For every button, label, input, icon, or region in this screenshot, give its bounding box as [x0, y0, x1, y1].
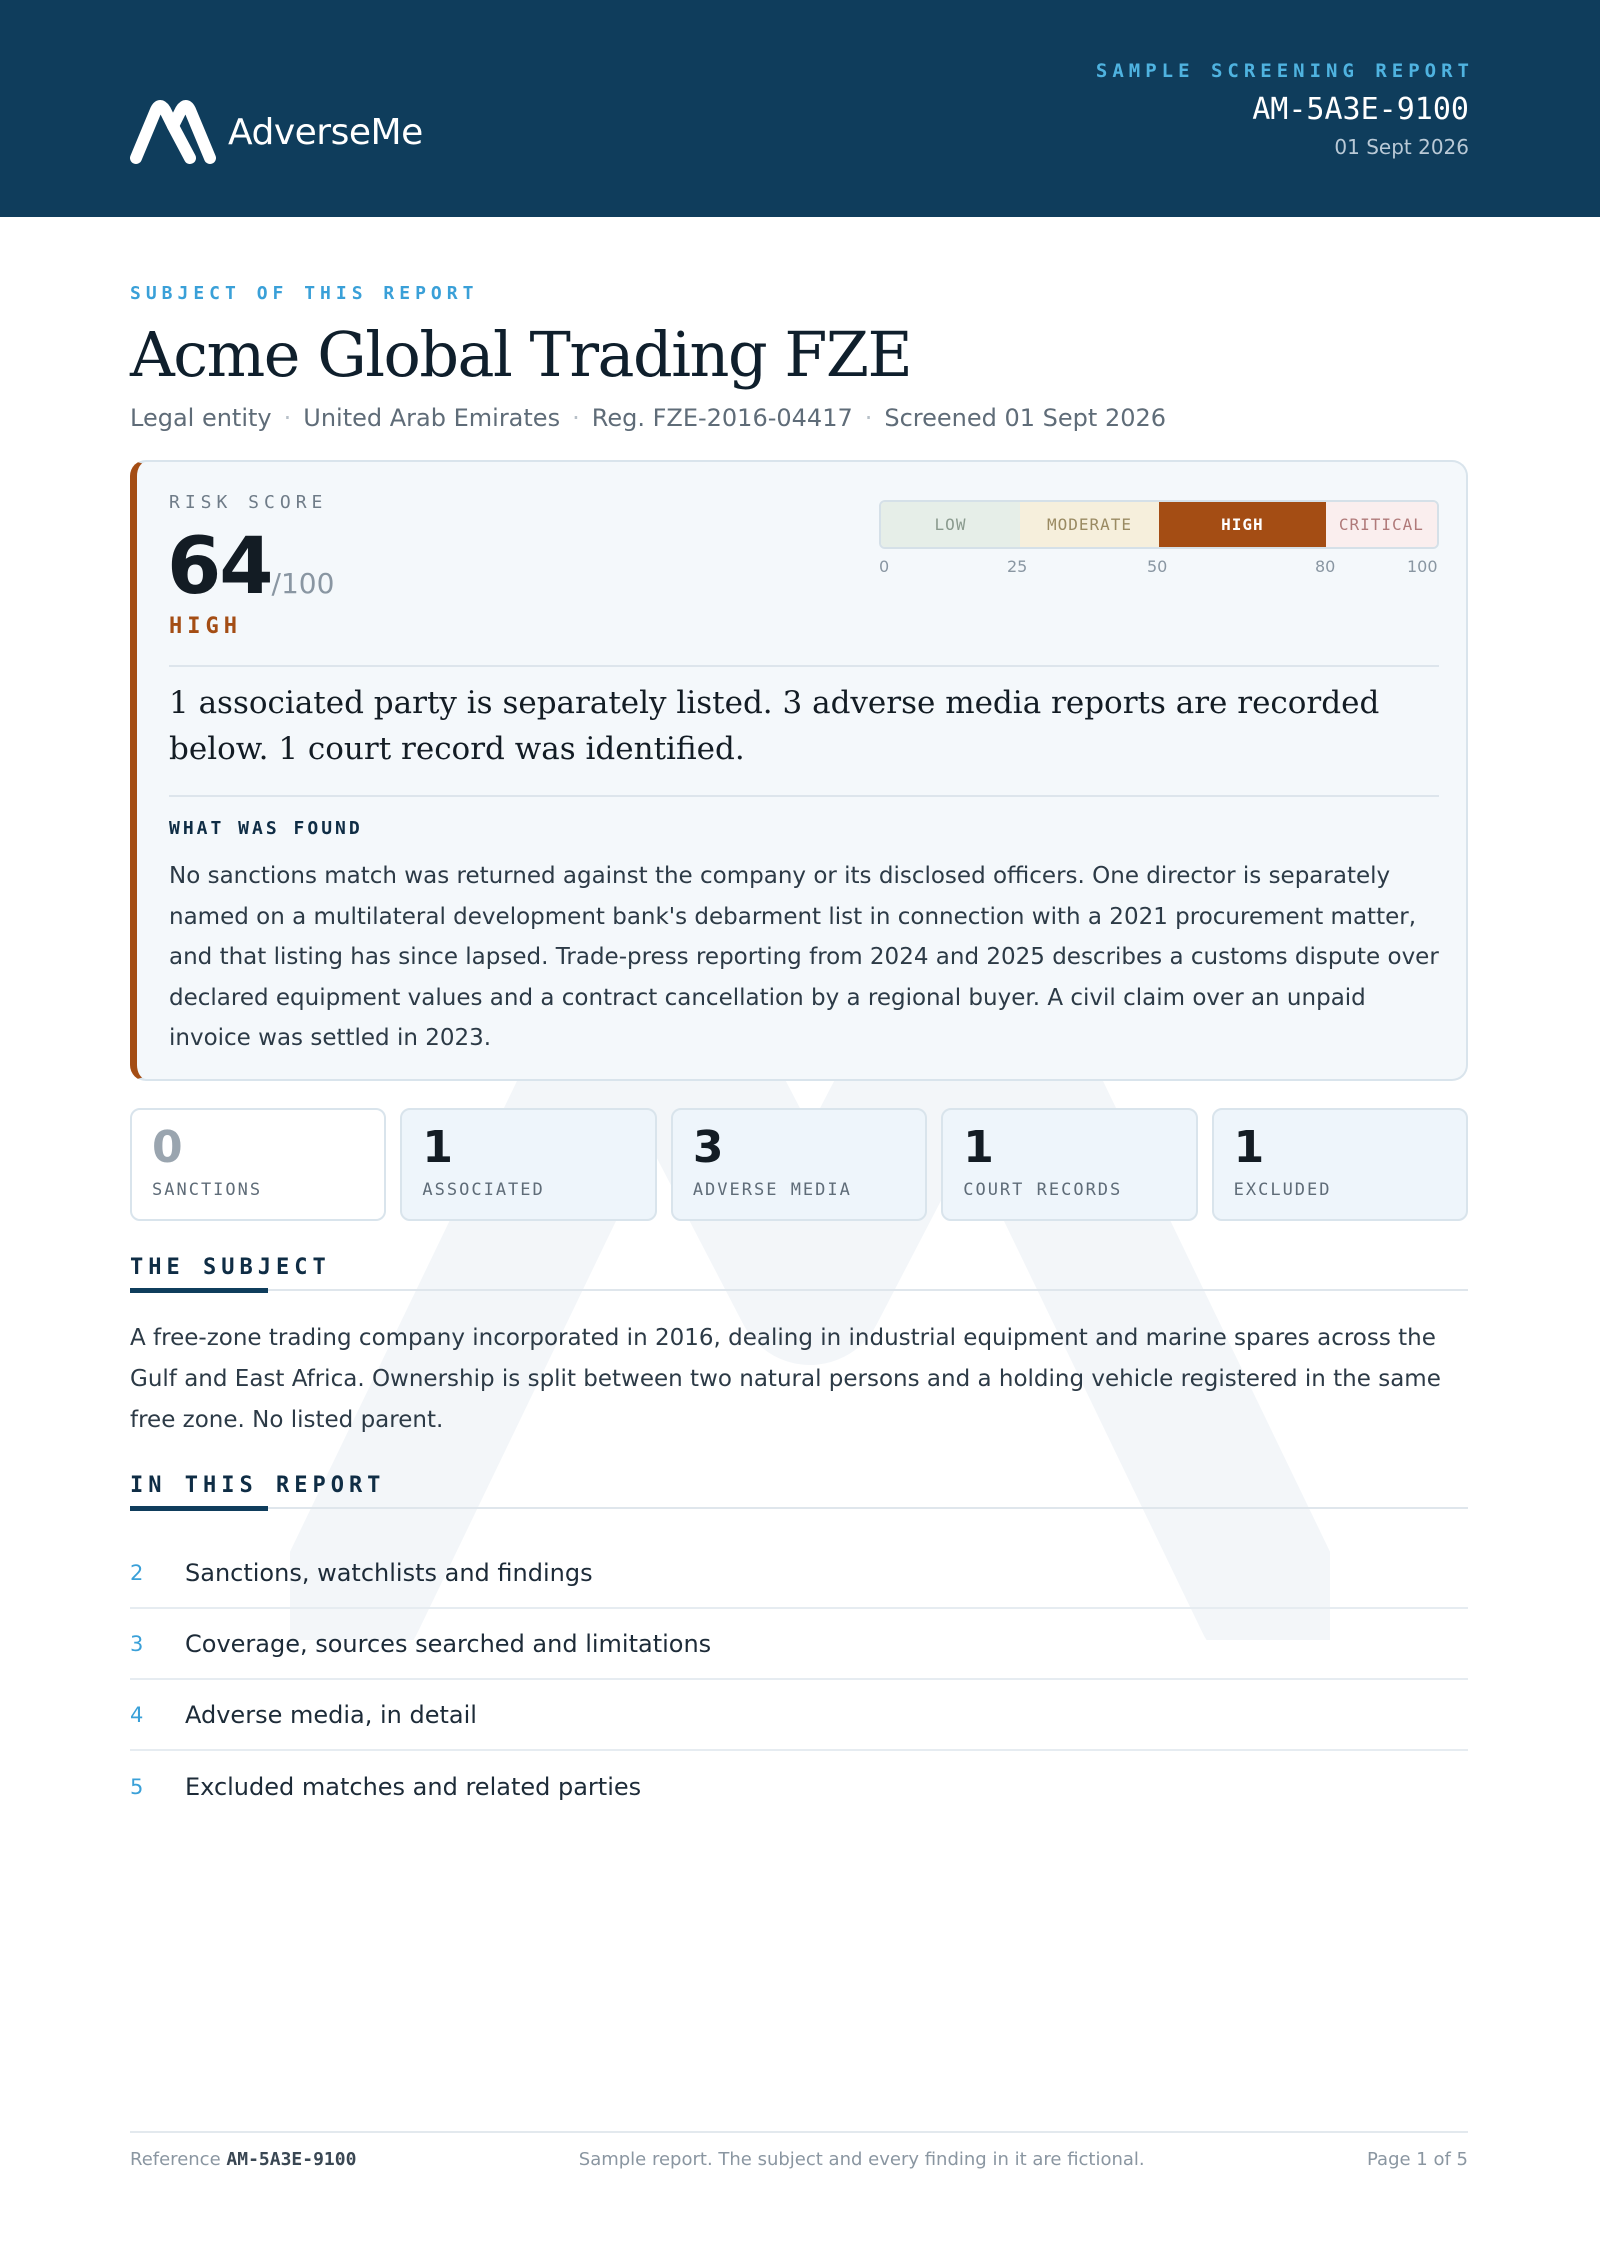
section-title: THE SUBJECT — [130, 1255, 331, 1280]
toc-page-number: 2 — [130, 1560, 144, 1585]
stat-value: 3 — [692, 1122, 724, 1173]
footer-page-number: Page 1 of 5 — [1367, 2149, 1468, 2170]
risk-scale — [879, 500, 1439, 581]
stat-value: 1 — [1233, 1122, 1265, 1173]
adverseme-logo-icon — [128, 98, 218, 166]
footer-note: Sample report. The subject and every finding in it are fictional. — [578, 2149, 1145, 2170]
toc-label: Excluded matches and related parties — [185, 1772, 642, 1801]
toc-page-number: 4 — [130, 1702, 144, 1727]
subject-name: Acme Global Trading FZE — [130, 318, 912, 391]
page-footer — [130, 2131, 1468, 2170]
stat-label: COURT RECORDS — [963, 1180, 1123, 1200]
risk-scale-bar — [879, 500, 1439, 549]
risk-score-label: RISK SCORE — [169, 492, 328, 513]
risk-level: HIGH — [169, 614, 242, 639]
the-subject-text: A free-zone trading company incorporated in 2016, dealing in industrial equipment and marine spares across the Gulf and East Africa. Ownership is split between two natural persons and a holding vehicle registered in the same free zone. No listed parent. — [130, 1325, 1441, 1433]
stat-value: 1 — [422, 1122, 454, 1173]
section-underline — [130, 1288, 268, 1293]
toc-item[interactable] — [130, 1609, 1468, 1680]
what-was-found-label: WHAT WAS FOUND — [169, 818, 363, 839]
stat-label: EXCLUDED — [1233, 1180, 1332, 1200]
scale-tick: 50 — [1147, 557, 1168, 576]
scale-segment-low: LOW — [881, 502, 1020, 547]
report-date: 01 Sept 2026 — [1334, 135, 1469, 159]
stat-excluded — [1212, 1108, 1468, 1221]
scale-tick: 80 — [1315, 557, 1336, 576]
the-subject-heading — [130, 1255, 1468, 1291]
scale-segment-moderate: MODERATE — [1020, 502, 1159, 547]
meta-screened-date: Screened 01 Sept 2026 — [884, 404, 1167, 432]
stat-value: 0 — [152, 1122, 183, 1173]
stat-associated — [400, 1108, 656, 1221]
report-kicker: SAMPLE SCREENING REPORT — [1095, 60, 1474, 82]
report-reference: AM-5A3E-9100 — [1252, 92, 1469, 127]
stat-court-records — [941, 1108, 1197, 1221]
brand-name: AdverseMe — [228, 111, 423, 153]
scale-ticks — [879, 557, 1439, 581]
stat-label: ADVERSE MEDIA — [692, 1180, 852, 1200]
brand-logo — [128, 98, 423, 166]
scale-segment-high: HIGH — [1159, 502, 1326, 547]
subject-kicker: SUBJECT OF THIS REPORT — [130, 283, 479, 304]
what-was-found-text: No sanctions match was returned against the company or its disclosed officers. One director is separately named on a multilateral development bank's debarment list in connection with a 2021 procurement matter, and that listing has since lapsed. Trade-press reporting from 2024 and 2025 describes a customs dispute over declared equipment values and a contract cancellation by a regional buyer. A civil claim over an unpaid invoice was settled in 2023. — [169, 863, 1439, 1051]
scale-tick: 25 — [1007, 557, 1028, 576]
meta-entity-type: Legal entity — [130, 404, 272, 432]
risk-score-max: /100 — [271, 567, 335, 600]
risk-score-value: 64 — [167, 522, 272, 612]
stat-sanctions — [130, 1108, 386, 1221]
toc-label: Sanctions, watchlists and findings — [185, 1558, 593, 1587]
section-underline — [130, 1506, 268, 1511]
toc-item[interactable] — [130, 1680, 1468, 1751]
toc-label: Coverage, sources searched and limitations — [185, 1629, 712, 1658]
subject-meta: Legal entity · United Arab Emirates · Reg. FZE-2016-04417 · Screened 01 Sept 2026 — [130, 404, 1167, 432]
toc-page-number: 3 — [130, 1631, 144, 1656]
scale-tick: 0 — [879, 557, 890, 576]
scale-segment-critical: CRITICAL — [1326, 502, 1437, 547]
section-title: IN THIS REPORT — [130, 1473, 386, 1498]
stats-row — [130, 1108, 1468, 1221]
divider — [169, 665, 1439, 667]
risk-summary: 1 associated party is separately listed. 3 adverse media reports are recorded below. 1 court record was identified. — [169, 685, 1380, 767]
toc-label: Adverse media, in detail — [185, 1700, 477, 1729]
stat-label: ASSOCIATED — [422, 1180, 545, 1200]
table-of-contents — [130, 1538, 1468, 1822]
scale-tick: 100 — [1407, 557, 1438, 576]
footer-reference-label: Reference — [130, 2149, 221, 2170]
divider — [169, 795, 1439, 797]
footer-reference — [130, 2149, 356, 2170]
stat-label: SANCTIONS — [152, 1180, 263, 1200]
meta-registration: Reg. FZE-2016-04417 — [591, 404, 853, 432]
risk-score-card — [130, 460, 1468, 1081]
stat-value: 1 — [963, 1122, 994, 1173]
risk-score — [167, 522, 334, 612]
toc-item[interactable] — [130, 1538, 1468, 1609]
stat-adverse-media — [671, 1108, 927, 1221]
toc-page-number: 5 — [130, 1774, 144, 1799]
footer-reference-code: AM-5A3E-9100 — [226, 2149, 357, 2170]
in-this-report-heading — [130, 1473, 1468, 1509]
report-header — [0, 0, 1600, 217]
meta-country: United Arab Emirates — [303, 404, 561, 432]
toc-item[interactable] — [130, 1751, 1468, 1822]
